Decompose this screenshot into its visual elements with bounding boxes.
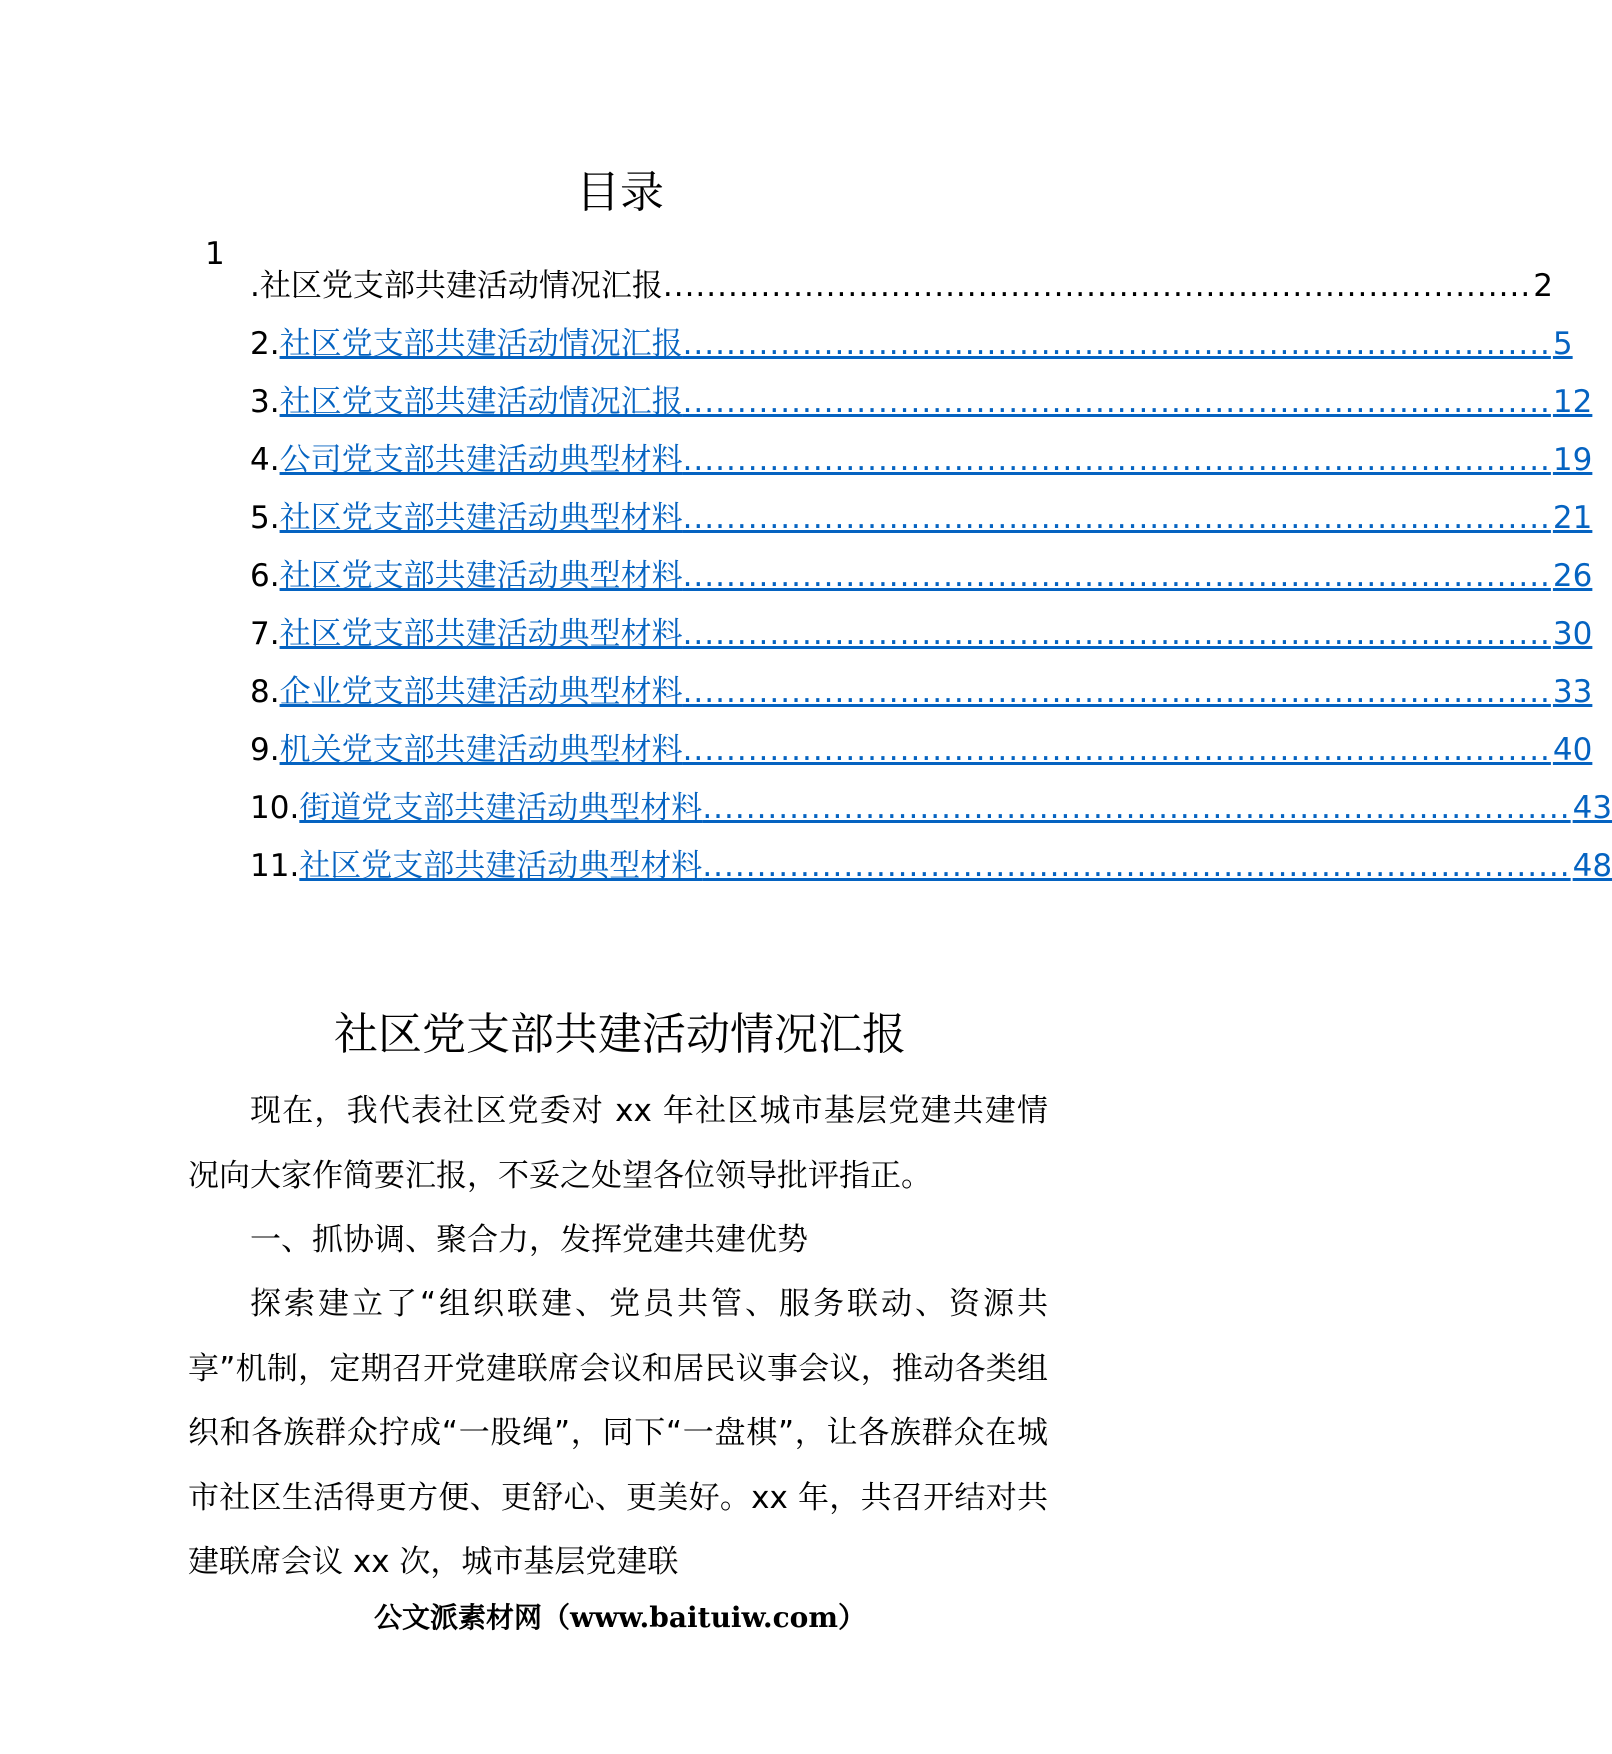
toc-entry-number: 3. <box>250 384 280 420</box>
toc-entry-6 <box>250 554 1593 600</box>
toc-dot-leader: ................................................................................ <box>682 732 1551 768</box>
footer-watermark: 公文派素材网（www.baituiw.com） <box>374 1601 866 1634</box>
toc-entry-2 <box>250 322 1573 368</box>
toc-entry-title: 街道党支部共建活动典型材料 <box>299 790 703 826</box>
toc-entry-link[interactable] <box>280 670 1593 714</box>
toc-entry-page: 43 <box>1572 790 1612 826</box>
toc-entry-link[interactable] <box>280 612 1593 656</box>
toc-entry-page: 21 <box>1552 500 1593 536</box>
toc-title: 目录 <box>576 167 664 218</box>
toc-entry-link[interactable] <box>280 322 1573 366</box>
toc-dot-leader: ................................................................................ <box>702 790 1571 826</box>
toc-entry-number: 11. <box>250 848 300 884</box>
toc-dot-leader: ................................................................................ <box>682 326 1551 362</box>
toc-entry-page: 48 <box>1572 848 1612 884</box>
toc-entry-8 <box>250 670 1593 716</box>
toc-dot-leader: ................................................................................ <box>662 268 1532 304</box>
toc-entry-title: .社区党支部共建活动情况汇报 <box>250 268 663 304</box>
toc-entry-1 <box>250 264 1553 310</box>
toc-entry-title: 社区党支部共建活动典型材料 <box>299 848 703 884</box>
toc-entry-page: 40 <box>1552 732 1593 768</box>
toc-entry-number: 10. <box>250 790 300 826</box>
toc-entry-link[interactable] <box>280 496 1593 540</box>
toc-entry-11 <box>250 844 1612 890</box>
toc-entry-number: 9. <box>250 732 280 768</box>
toc-entry-title: 公司党支部共建活动典型材料 <box>279 442 683 478</box>
toc-entry-number: 6. <box>250 558 280 594</box>
toc-dot-leader: ................................................................................ <box>682 442 1551 478</box>
toc-entry-page: 12 <box>1552 384 1593 420</box>
toc-dot-leader: ................................................................................ <box>682 674 1551 710</box>
toc-entry-link[interactable] <box>299 786 1612 830</box>
toc-entry-10 <box>250 786 1612 832</box>
toc-entry-title: 社区党支部共建活动情况汇报 <box>279 326 683 362</box>
toc-dot-leader: ................................................................................ <box>682 500 1551 536</box>
toc-entry-number: 5. <box>250 500 280 536</box>
toc-entry-link[interactable] <box>280 554 1593 598</box>
body-paragraph-1: 现在，我代表社区党委对 xx 年社区城市基层党建共建情况向大家作简要汇报，不妥之处望各位领导批评指正。 <box>188 1093 1048 1194</box>
toc-entry-7 <box>250 612 1593 658</box>
toc-entry-link[interactable] <box>299 844 1612 888</box>
toc-entry-title: 社区党支部共建活动典型材料 <box>279 500 683 536</box>
toc-entry-page: 5 <box>1552 326 1573 362</box>
body-paragraph-3: 探索建立了“组织联建、党员共管、服务联动、资源共享”机制，定期召开党建联席会议和居民议事会议，推动各类组织和各族群众拧成“一股绳”，同下“一盘棋”，让各族群众在城市社区生活得更方便、更舒心、更美好。xx 年，共召开结对共建联席会议 xx 次，城市基层党建联 <box>188 1286 1048 1580</box>
toc-dot-leader: ................................................................................ <box>682 616 1551 652</box>
toc-entry-number: 4. <box>250 442 280 478</box>
toc-entry-title: 机关党支部共建活动典型材料 <box>279 732 683 768</box>
toc-entry-number: 8. <box>250 674 280 710</box>
toc-entry-page: 26 <box>1552 558 1593 594</box>
toc-entry-number: 7. <box>250 616 280 652</box>
toc-entry-link[interactable] <box>280 380 1593 424</box>
toc-dot-leader: ................................................................................ <box>682 384 1551 420</box>
toc-entry-text <box>250 264 1553 308</box>
toc-entry-title: 社区党支部共建活动典型材料 <box>279 616 683 652</box>
toc-entry-title: 企业党支部共建活动典型材料 <box>279 674 683 710</box>
toc-entry-4 <box>250 438 1593 484</box>
toc-entry-title: 社区党支部共建活动情况汇报 <box>279 384 683 420</box>
toc-entry-page: 33 <box>1552 674 1593 710</box>
toc-entry-3 <box>250 380 1593 426</box>
toc-orphan-number: 1 <box>205 236 225 272</box>
toc-entry-link[interactable] <box>280 728 1593 772</box>
toc-entry-page: 2 <box>1533 268 1553 304</box>
toc-entry-page: 30 <box>1552 616 1593 652</box>
toc-entry-title: 社区党支部共建活动典型材料 <box>279 558 683 594</box>
body-paragraph-2: 一、抓协调、聚合力，发挥党建共建优势 <box>250 1222 808 1258</box>
toc-entry-page: 19 <box>1552 442 1593 478</box>
toc-dot-leader: ................................................................................ <box>682 558 1551 594</box>
toc-entry-5 <box>250 496 1593 542</box>
toc-entry-link[interactable] <box>280 438 1593 482</box>
toc-entry-9 <box>250 728 1593 774</box>
toc-dot-leader: ................................................................................ <box>702 848 1571 884</box>
toc-entry-number: 2. <box>250 326 280 362</box>
section-heading: 社区党支部共建活动情况汇报 <box>334 1009 906 1060</box>
